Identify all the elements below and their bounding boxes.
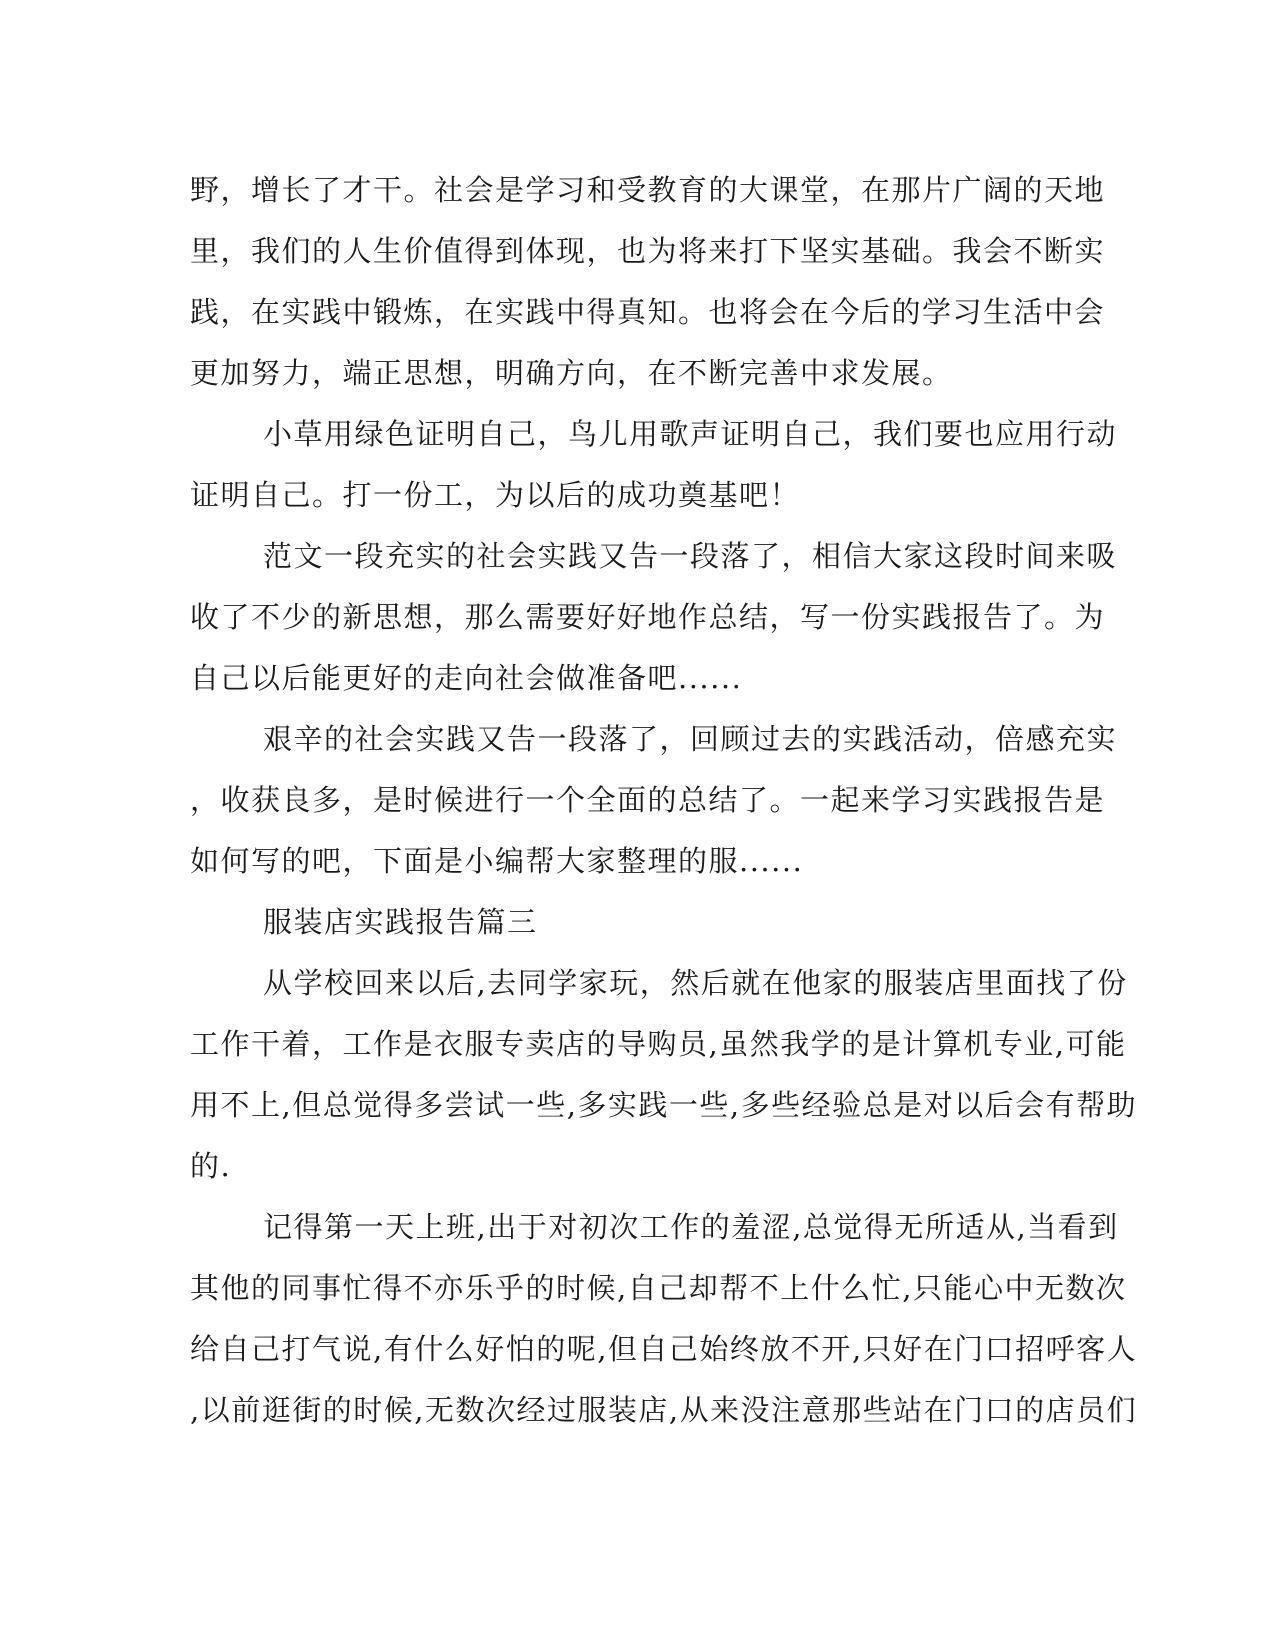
- paragraph-first-line: 小草用绿色证明自己，鸟儿用歌声证明自己，我们要也应用行动: [263, 417, 1118, 451]
- text-line: 如何写的吧，下面是小编帮大家整理的服......: [190, 844, 804, 878]
- text-line: 证明自己。打一份工，为以后的成功奠基吧！: [190, 478, 801, 512]
- text-line: 用不上,但总觉得多尝试一些,多实践一些,多些经验总是对以后会有帮助: [190, 1088, 1138, 1122]
- section-heading: 服装店实践报告篇三: [263, 905, 538, 939]
- text-line: 践，在实践中锻炼，在实践中得真知。也将会在今后的学习生活中会: [190, 295, 1106, 329]
- text-line: 野，增长了才干。社会是学习和受教育的大课堂，在那片广阔的天地: [190, 173, 1106, 207]
- paragraph-first-line: 记得第一天上班,出于对初次工作的羞涩,总觉得无所适从,当看到: [263, 1210, 1119, 1244]
- text-line: 自己以后能更好的走向社会做准备吧......: [190, 661, 743, 695]
- text-line: 收了不少的新思想，那么需要好好地作总结，写一份实践报告了。为: [190, 600, 1106, 634]
- document-body: [190, 160, 1138, 1441]
- text-line: ,以前逛街的时候,无数次经过服装店,从来没注意那些站在门口的店员们: [190, 1393, 1138, 1427]
- text-line: 的.: [190, 1149, 232, 1183]
- paragraph-first-line: 范文一段充实的社会实践又告一段落了，相信大家这段时间来吸: [263, 539, 1118, 573]
- paragraph-first-line: 从学校回来以后,去同学家玩，然后就在他家的服装店里面找了份: [263, 966, 1128, 1000]
- text-line: 其他的同事忙得不亦乐乎的时候,自己却帮不上什么忙,只能心中无数次: [190, 1271, 1127, 1305]
- text-line: 更加努力，端正思想，明确方向，在不断完善中求发展。: [190, 356, 953, 390]
- text-line: 里，我们的人生价值得到体现，也为将来打下坚实基础。我会不断实: [190, 234, 1106, 268]
- text-line: ，收获良多，是时候进行一个全面的总结了。一起来学习实践报告是: [190, 783, 1106, 817]
- paragraph-first-line: 艰辛的社会实践又告一段落了，回顾过去的实践活动，倍感充实: [263, 722, 1118, 756]
- text-line: 工作干着，工作是衣服专卖店的导购员,虽然我学的是计算机专业,可能: [190, 1027, 1127, 1061]
- text-line: 给自己打气说,有什么好怕的呢,但自己始终放不开,只好在门口招呼客人: [190, 1332, 1138, 1366]
